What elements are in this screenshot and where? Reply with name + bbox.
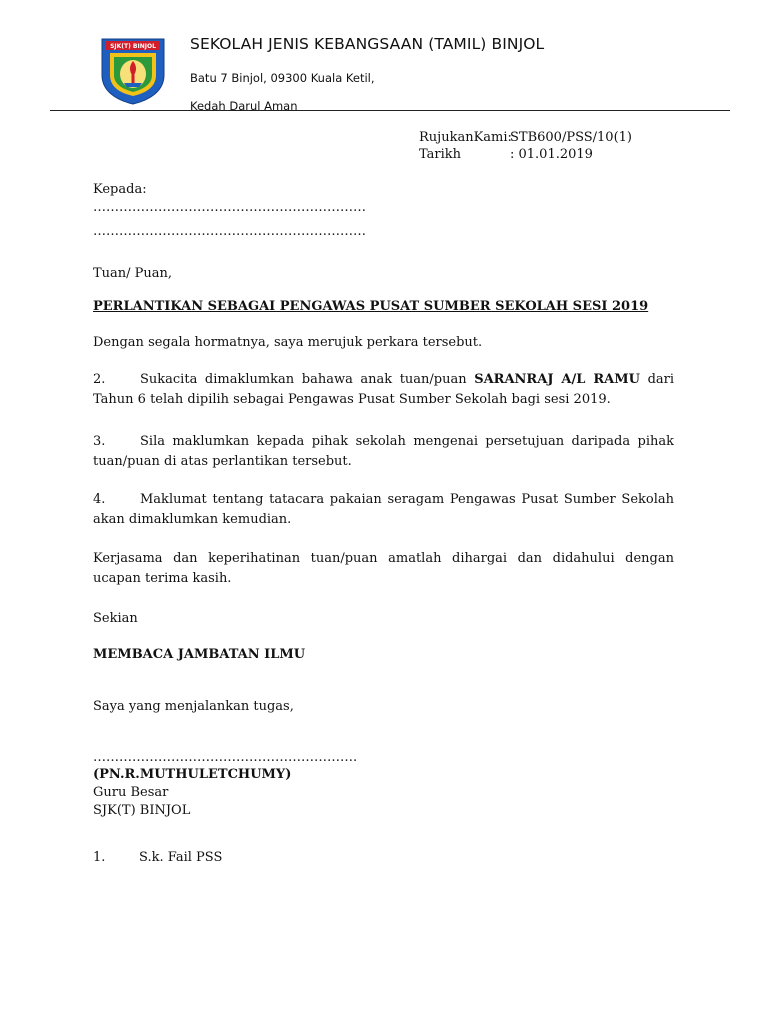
recipient-label: Kepada: [93, 182, 147, 197]
school-motto: MEMBACA JAMBATAN ILMU [93, 647, 306, 662]
paragraph-4 [93, 490, 674, 530]
signatory-title: Guru Besar [93, 785, 169, 800]
letterhead-divider [50, 110, 730, 111]
paragraph-2-text-start: Sukacita dimaklumkan bahawa anak tuan/puan [140, 372, 475, 387]
paragraph-2-number: 2. [93, 372, 106, 387]
school-crest-logo [98, 37, 168, 105]
reference-value: STB600/PSS/10(1) [510, 130, 632, 145]
sekian-line: Sekian [93, 611, 138, 626]
address-line-1: Batu 7 Binjol, 09300 Kuala Ketil, [190, 71, 375, 85]
paragraph-3 [93, 432, 674, 472]
school-name: SEKOLAH JENIS KEBANGSAAN (TAMIL) BINJOL [190, 35, 545, 53]
signatory-school: SJK(T) BINJOL [93, 803, 191, 818]
reference-label: RujukanKami: [419, 130, 512, 145]
paragraph-3-number: 3. [93, 434, 106, 449]
recipient-line-2: ……………………………………………………… [93, 224, 366, 239]
date-value: : 01.01.2019 [510, 147, 593, 162]
signatory-name: (PN.R.MUTHULETCHUMY) [93, 767, 292, 782]
cc-number: 1. [93, 850, 106, 865]
crest-banner-text: SJK(T) BINJOL [110, 43, 156, 50]
paragraph-2-text-end: dari Tahun 6 telah dipilih sebagai Pengawas Pusat Sumber Sekolah bagi sesi 2019. [93, 372, 675, 407]
closing-paragraph: Kerjasama dan keperihatinan tuan/puan amatlah dihargai dan didahului dengan ucapan terima kasih. [93, 551, 674, 586]
paragraph-4-number: 4. [93, 492, 106, 507]
salutation: Tuan/ Puan, [93, 266, 173, 281]
date-label: Tarikh [419, 147, 462, 162]
letter-subject: PERLANTIKAN SEBAGAI PENGAWAS PUSAT SUMBER SEKOLAH SESI 2019 [93, 299, 649, 314]
recipient-line-1: ……………………………………………………… [93, 200, 366, 215]
student-name: SARANRAJ A/L RAMU [474, 372, 640, 387]
duty-line: Saya yang menjalankan tugas, [93, 699, 294, 714]
paragraph-2 [93, 370, 674, 410]
paragraph-4-text: Maklumat tentang tatacara pakaian seragam Pengawas Pusat Sumber Sekolah akan dimaklumkan kemudian. [93, 492, 674, 527]
opening-line: Dengan segala hormatnya, saya merujuk perkara tersebut. [93, 335, 483, 350]
paragraph-3-text: Sila maklumkan kepada pihak sekolah mengenai persetujuan daripada pihak tuan/puan di atas perlantikan tersebut. [93, 434, 674, 469]
cc-text: S.k. Fail PSS [139, 850, 223, 865]
signature-line: ……………………………………………………. [93, 750, 358, 765]
address-line-2: Kedah Darul Aman [190, 99, 298, 113]
